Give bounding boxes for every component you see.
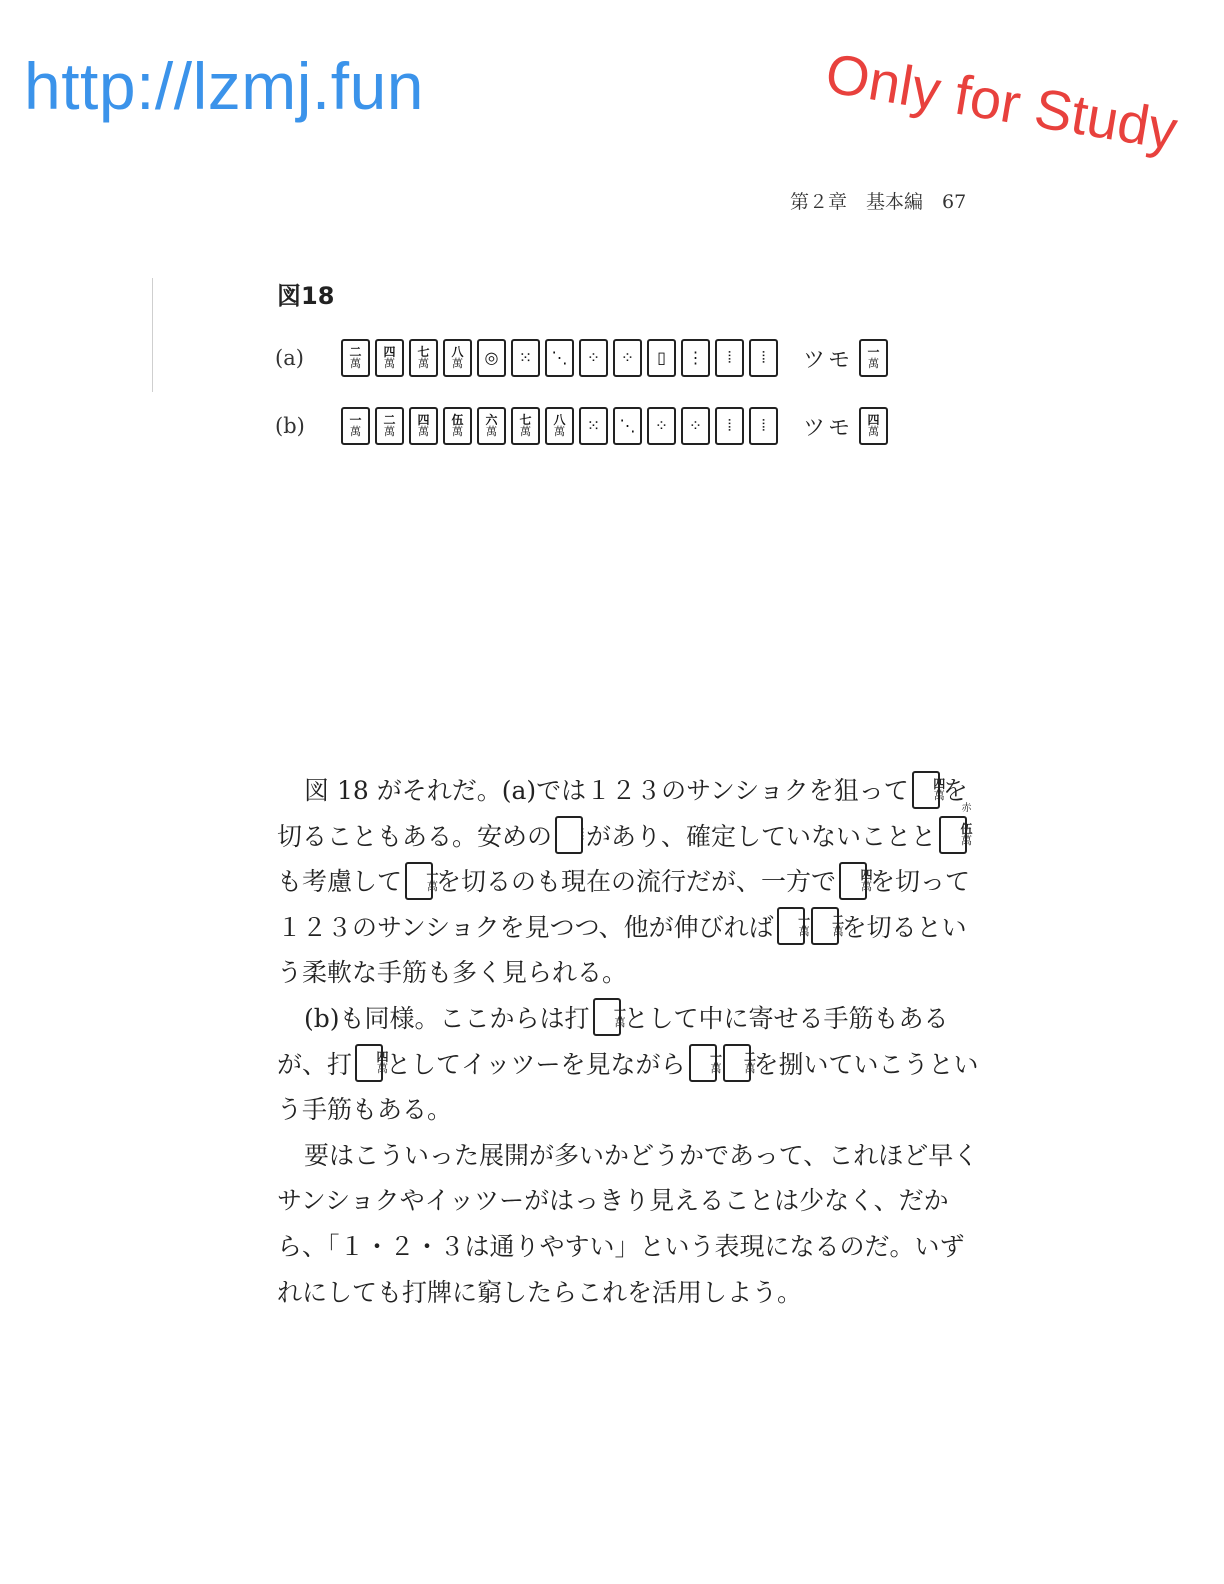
tile-glyph: ⦙ xyxy=(761,348,766,367)
watermark-study: Only for Study xyxy=(821,40,1182,162)
tile-icon xyxy=(777,907,811,945)
tile-number: 二 xyxy=(349,345,362,359)
mahjong-tile-icon xyxy=(477,407,506,445)
tile-number: 四 xyxy=(867,413,880,427)
tile-suit: 萬 xyxy=(418,425,429,438)
paragraph-3: 要はこういった展開が多いかどうかであって、これほど早くサンショクやイッツーがはっきり見えることは少なく、だから、「１・２・３は通りやすい」という表現になるのだ。いずれにしても打牌に窮したらこれを活用しよう。 xyxy=(277,1140,979,1307)
tile-number: 八 xyxy=(553,413,566,427)
tile-icon xyxy=(912,771,946,809)
mahjong-tile-icon xyxy=(749,407,778,445)
tile-number: 一 xyxy=(426,867,439,882)
tile-icon xyxy=(723,1044,757,1082)
tile-suit: 萬 xyxy=(452,425,463,438)
text-run: を切るのも現在の流行だが、一方 xyxy=(436,867,812,897)
tile-number: 八 xyxy=(451,345,464,359)
tile-glyph: ▯ xyxy=(657,348,666,367)
hand-row-a xyxy=(275,336,893,380)
text-run: を切って１２３のサンショクを見つつ、他が伸びれば xyxy=(277,867,971,942)
tile-number: 二 xyxy=(832,913,845,928)
tile-icon xyxy=(939,803,973,854)
tile-number: 一 xyxy=(710,1050,723,1065)
tile-suit: 萬 xyxy=(554,425,565,438)
mahjong-tile-icon xyxy=(545,407,574,445)
tile-number: 伍 xyxy=(960,822,973,837)
mahjong-tile-icon xyxy=(613,339,642,377)
mahjong-tile-icon xyxy=(409,339,438,377)
tile-glyph: ⁙ xyxy=(586,416,601,435)
tile-number: 一 xyxy=(867,345,880,359)
tile-number: 二 xyxy=(744,1050,757,1065)
watermark-url: http://lzmj.fun xyxy=(24,49,424,123)
tile-suit: 萬 xyxy=(710,1062,722,1076)
text-run: とと xyxy=(886,821,937,851)
mahjong-tile-icon xyxy=(375,407,404,445)
tile-suit: 萬 xyxy=(832,925,844,939)
text-run: で xyxy=(811,867,837,897)
tile-suit: 萬 xyxy=(377,1062,389,1076)
mahjong-tile-icon xyxy=(545,339,574,377)
tile-suit: 萬 xyxy=(868,425,880,438)
tile-glyph: ⁘ xyxy=(654,416,669,435)
tile-suit: 萬 xyxy=(350,425,361,438)
tile-suit: 萬 xyxy=(614,1016,626,1030)
tile-icon xyxy=(593,998,627,1036)
tile-suit: 萬 xyxy=(744,1062,756,1076)
mahjong-tile-icon xyxy=(715,339,744,377)
tile-number: 四 xyxy=(376,1050,389,1065)
paragraph-2 xyxy=(277,996,987,1133)
tile-suit: 萬 xyxy=(933,788,945,802)
tile-number: 七 xyxy=(519,413,532,427)
mahjong-tile-icon xyxy=(341,407,370,445)
tsumo-label: ツモ xyxy=(803,347,854,373)
tile-icon xyxy=(839,862,873,900)
tile-number: 一 xyxy=(798,913,811,928)
hand-tiles xyxy=(341,339,783,377)
mahjong-tile-icon xyxy=(341,339,370,377)
tile-icon xyxy=(355,1044,389,1082)
tile-glyph: ⋮ xyxy=(687,348,704,367)
tile-suit: 萬 xyxy=(961,834,973,848)
tile-glyph: ◎ xyxy=(484,348,499,367)
text-run: を切ることもある。安めの xyxy=(277,776,968,851)
text-run: という手筋もある。 xyxy=(277,1049,979,1125)
text-run: があり、確定していないこ xyxy=(586,821,887,851)
mahjong-tile-icon xyxy=(647,407,676,445)
mahjong-tile-icon xyxy=(477,339,506,377)
text-run: 図 18 がそれだ。(a)では１２３のサンショクを狙って xyxy=(304,776,909,805)
tile-ruby: 赤 xyxy=(961,803,972,815)
mahjong-tile-icon xyxy=(579,407,608,445)
mahjong-tile-icon xyxy=(409,407,438,445)
running-head: 第２章 基本編 67 xyxy=(790,191,967,213)
tile-suit: 萬 xyxy=(427,879,439,893)
tile-suit: 萬 xyxy=(861,879,873,893)
tile-suit: 萬 xyxy=(798,925,810,939)
mahjong-tile-icon xyxy=(443,407,472,445)
tile-number: 伍 xyxy=(451,413,464,427)
tile-glyph: ⁘ xyxy=(620,348,635,367)
side-rule xyxy=(152,278,153,392)
figure-title: 図18 xyxy=(277,282,335,310)
tile-number: 一 xyxy=(614,1004,627,1019)
tile-suit: 萬 xyxy=(384,357,395,370)
hand-tiles xyxy=(341,407,783,445)
hand-label: (a) xyxy=(275,346,304,370)
tile-number: 四 xyxy=(383,345,396,359)
tile-number: 六 xyxy=(485,413,498,427)
body-text xyxy=(277,768,987,1315)
tile-glyph: ⦙ xyxy=(580,825,585,845)
tile-number: 四 xyxy=(860,867,873,882)
tile-suit: 萬 xyxy=(384,425,395,438)
text-run: として中に寄せる手筋もある xyxy=(623,1003,949,1033)
mahjong-tile-icon xyxy=(579,339,608,377)
tile-glyph: ⁘ xyxy=(688,416,703,435)
tile-suit: 萬 xyxy=(868,357,880,370)
tile-icon xyxy=(689,1044,723,1082)
hand-label: (b) xyxy=(275,414,305,438)
text-run: を切るという柔軟な手筋も多く見られる。 xyxy=(277,912,967,988)
tile-number: 七 xyxy=(417,345,430,359)
text-run: が、打 xyxy=(277,1049,353,1079)
mahjong-tile-icon xyxy=(681,407,710,445)
tile-glyph: ⦙ xyxy=(727,348,732,367)
tile-suit: 萬 xyxy=(350,357,361,370)
mahjong-tile-icon xyxy=(613,407,642,445)
tsumo-tile xyxy=(859,407,893,445)
tile-glyph: ⋱ xyxy=(551,348,568,367)
mahjong-tile-icon xyxy=(647,339,676,377)
paragraph-1 xyxy=(277,768,987,996)
tile-number: 二 xyxy=(383,413,396,427)
mahjong-tile-icon xyxy=(715,407,744,445)
mahjong-tile-icon xyxy=(749,339,778,377)
text-run: も考慮して xyxy=(277,867,403,897)
tile-icon xyxy=(555,816,583,854)
mahjong-tile-icon xyxy=(859,407,888,445)
tile-suit: 萬 xyxy=(418,357,429,370)
tile-glyph: ⦙ xyxy=(727,416,732,435)
mahjong-tile-icon xyxy=(375,339,404,377)
tile-suit: 萬 xyxy=(452,357,463,370)
tile-number: 四 xyxy=(933,776,946,791)
tile-glyph: ⋱ xyxy=(619,416,636,435)
text-run: を捌いていこう xyxy=(753,1049,929,1079)
tile-glyph: ⁙ xyxy=(518,348,533,367)
tile-icon xyxy=(811,907,845,945)
mahjong-tile-icon xyxy=(681,339,710,377)
tile-glyph: ⦙ xyxy=(761,416,766,435)
tsumo-label: ツモ xyxy=(803,415,854,441)
mahjong-tile-icon xyxy=(511,339,540,377)
tsumo-tile xyxy=(859,339,893,377)
hand-row-b xyxy=(275,404,893,448)
text-run: としてイッツーを見ながら xyxy=(386,1049,686,1079)
tile-suit: 萬 xyxy=(520,425,531,438)
tile-number: 四 xyxy=(417,413,430,427)
mahjong-tile-icon xyxy=(443,339,472,377)
tile-glyph: ⁘ xyxy=(586,348,601,367)
mahjong-tile-icon xyxy=(511,407,540,445)
text-run: (b)も同様。ここからは打 xyxy=(304,1003,590,1033)
tile-number: 一 xyxy=(349,413,362,427)
mahjong-tile-icon xyxy=(859,339,888,377)
tile-suit: 萬 xyxy=(486,425,497,438)
tile-icon xyxy=(405,862,439,900)
